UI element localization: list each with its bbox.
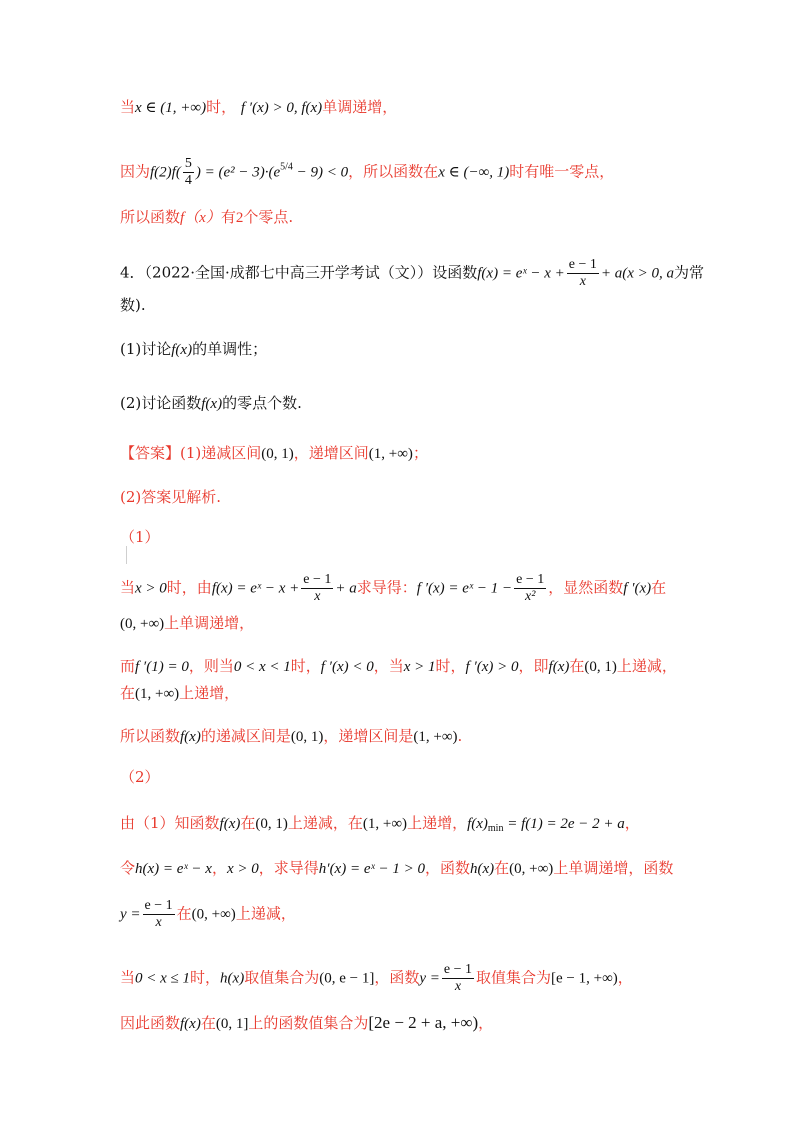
text: 上单调递增，	[164, 614, 255, 632]
math: f ′(x) < 0	[320, 659, 374, 675]
math: (0, 1)	[290, 729, 324, 745]
text: 因为	[120, 162, 151, 181]
text: .	[457, 727, 463, 745]
text: 数).	[120, 296, 146, 314]
text: 当	[120, 98, 136, 116]
denominator: x²	[525, 589, 536, 604]
math: + a(x > 0, a	[600, 265, 675, 282]
denominator: x	[454, 979, 462, 994]
math: = f(1) = 2e − 2 + a	[503, 816, 625, 832]
math: 2	[235, 210, 244, 226]
math: y =	[120, 906, 141, 923]
math: x ∈ (1, +∞)	[135, 100, 207, 116]
text: 上递减，在	[287, 814, 363, 832]
text: 在	[120, 684, 136, 702]
solution-line	[120, 898, 296, 931]
text: 时，	[290, 657, 321, 675]
text: 所以函数	[120, 727, 181, 745]
question-line	[120, 294, 146, 316]
math: (0, 1)	[255, 816, 288, 832]
math: x > 1	[403, 659, 436, 675]
text: 取值集合为	[475, 968, 551, 987]
math: (0, +∞)	[191, 906, 236, 923]
math: f(x)	[180, 729, 201, 745]
text: 在	[240, 814, 256, 832]
solution-line	[120, 1012, 493, 1035]
text: 在	[569, 657, 585, 675]
text: （1）	[120, 528, 160, 546]
math: (0, 1)	[584, 659, 617, 675]
text: 的单调性；	[192, 340, 268, 358]
math: x > 0	[135, 580, 167, 597]
text: 而	[120, 657, 136, 675]
section-label	[120, 766, 160, 788]
text: 当	[120, 578, 136, 597]
text: 在	[494, 859, 510, 877]
text: ，递增区间	[293, 444, 369, 462]
math: f(x) = eˣ − x +	[477, 265, 565, 282]
numerator: e − 1	[303, 572, 332, 587]
fraction	[183, 156, 194, 189]
text: ；	[412, 444, 428, 462]
text: (1)讨论	[120, 340, 172, 358]
math: (1, +∞)	[362, 816, 408, 832]
math: f(x)	[171, 342, 193, 358]
text: 在	[176, 904, 192, 923]
text: (2)讨论函数	[120, 394, 202, 412]
solution-line	[120, 156, 614, 189]
math: h(x)	[220, 970, 245, 987]
text: 上单调递增，函数	[553, 859, 674, 877]
exponent: 5/4	[280, 161, 293, 173]
math: h′(x) = eˣ − 1 > 0	[318, 861, 425, 877]
text: ，	[617, 968, 633, 987]
question-part	[120, 392, 302, 415]
text: ，则当	[188, 657, 234, 675]
math: f(x) = eˣ − x +	[211, 580, 300, 597]
text: ，	[624, 814, 640, 832]
section-label	[120, 526, 160, 548]
text: (2)答案见解析.	[120, 488, 222, 506]
math: h(x)	[469, 861, 495, 877]
math: (0, 1)	[261, 446, 294, 462]
math: (1, +∞)	[413, 729, 458, 745]
text: ，求导得	[258, 859, 319, 877]
math: x ∈ (−∞, 1)	[438, 164, 510, 181]
text: 个零点.	[243, 208, 294, 226]
text: 因此函数	[120, 1014, 181, 1032]
question-source: （2022·全国·成都七中高三开学考试（文））设函数	[144, 263, 478, 282]
text: ，	[478, 1014, 494, 1032]
text: 时有唯一零点，	[509, 162, 615, 181]
text: 在	[200, 1014, 216, 1032]
fraction	[143, 898, 175, 931]
math: ) = (e² − 3)·(e	[195, 164, 281, 181]
math: f(x)	[201, 396, 223, 412]
text: ，显然函数	[548, 578, 624, 597]
solution-line	[120, 96, 397, 119]
math: (0, +∞)	[509, 861, 554, 877]
text: 当	[120, 968, 136, 987]
text: 时，	[435, 657, 466, 675]
question-line	[120, 257, 704, 290]
math: f ′(x) > 0, f(x)	[240, 100, 323, 116]
text: 上递减，	[616, 657, 677, 675]
text: ，函数	[374, 968, 420, 987]
math: h(x) = eˣ − x	[135, 861, 212, 877]
math: (1, +∞)	[368, 446, 413, 462]
solution-line	[120, 206, 293, 229]
text: 令	[120, 859, 136, 877]
text: ，即	[518, 657, 549, 675]
math: (1, +∞)	[135, 686, 180, 702]
math: 0 < x < 1	[233, 659, 291, 675]
text: (1)递减区间	[180, 444, 262, 462]
text: ，	[211, 859, 227, 877]
fraction	[301, 572, 333, 605]
text: 上递增，	[179, 684, 240, 702]
text: ，当	[373, 657, 404, 675]
text: 有	[220, 208, 236, 226]
math: 0 < x ≤ 1	[135, 970, 191, 987]
math: x > 0	[226, 861, 259, 877]
solution-line	[120, 812, 640, 840]
text: 上递减，	[235, 904, 296, 923]
math: f ′(x)	[623, 580, 652, 597]
text: ，函数	[424, 859, 470, 877]
numerator: e − 1	[144, 898, 173, 913]
text: ，递增区间是	[323, 727, 414, 745]
math: f(2)f(	[150, 164, 181, 181]
question-part	[120, 338, 267, 361]
math: (0, e − 1]	[319, 970, 375, 987]
solution-line	[120, 572, 666, 605]
math: [2e − 2 + a, +∞)	[368, 1013, 479, 1032]
math: f ′(x) = eˣ − 1 −	[416, 580, 513, 597]
numerator: e − 1	[568, 257, 597, 272]
text: 求导得：	[356, 578, 417, 597]
subscript: min	[487, 823, 504, 834]
fraction	[514, 572, 546, 605]
denominator: x	[314, 589, 321, 604]
text: 时，	[206, 98, 237, 116]
text: 单调递增，	[322, 98, 398, 116]
text: 取值集合为	[244, 968, 320, 987]
answer-line	[120, 442, 428, 465]
math: f(x)	[219, 816, 241, 832]
solution-line	[120, 612, 254, 635]
math: f ′(x) > 0	[465, 659, 519, 675]
numerator: e − 1	[443, 962, 472, 977]
numerator: 5	[184, 156, 192, 171]
math: y =	[419, 970, 440, 987]
text: 为常	[674, 263, 705, 282]
math: + a	[335, 580, 357, 597]
solution-line	[120, 725, 462, 748]
text: （2）	[120, 768, 160, 786]
text: ，所以函数在	[348, 162, 439, 181]
numerator: e − 1	[516, 572, 545, 587]
solution-line	[120, 655, 677, 678]
text: 所以函数	[120, 208, 181, 226]
answer-line	[120, 486, 221, 508]
denominator: x	[579, 274, 586, 289]
denominator: 4	[184, 173, 192, 188]
math: (0, 1]	[215, 1016, 249, 1032]
math: f(x)	[180, 1016, 201, 1032]
math: f ′(1) = 0	[135, 659, 189, 675]
text-cursor	[126, 546, 127, 564]
math: f(x)	[548, 659, 570, 675]
fraction	[567, 257, 599, 290]
text: 在	[651, 578, 667, 597]
solution-line	[120, 962, 633, 995]
math: (0, +∞)	[120, 616, 165, 632]
fraction	[442, 962, 474, 995]
math: [e − 1, +∞)	[551, 970, 618, 987]
denominator: x	[155, 915, 162, 930]
text: 时，由	[166, 578, 212, 597]
solution-line	[120, 682, 239, 705]
math: f(x)	[467, 816, 488, 832]
text: 的零点个数.	[222, 394, 302, 412]
math: − 9) < 0	[292, 164, 349, 181]
text: 由（1）知函数	[120, 814, 220, 832]
solution-line	[120, 857, 673, 880]
text: 时，	[190, 968, 221, 987]
text: 上递增，	[407, 814, 468, 832]
math: f（x）	[180, 210, 221, 226]
text: 的递减区间是	[200, 727, 291, 745]
question-number: 4．	[120, 263, 145, 282]
answer-tag: 【答案】	[120, 444, 181, 462]
text: 上的函数值集合为	[248, 1014, 369, 1032]
